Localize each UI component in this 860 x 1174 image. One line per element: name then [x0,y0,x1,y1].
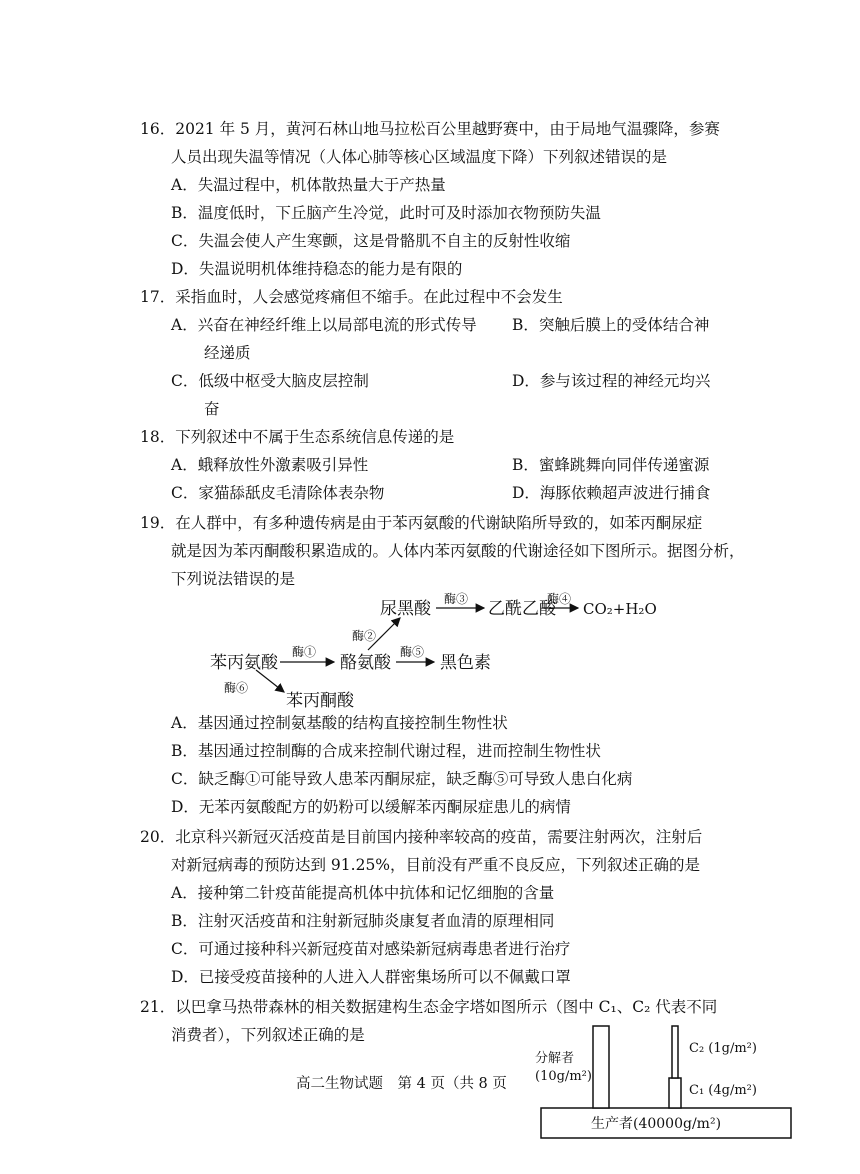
node-acetoacetic-acid: 乙酰乙酸 [488,599,556,619]
q16-stem-line2: 人员出现失温等情况（人体心肺等核心区域温度下降）下列叙述错误的是 [171,148,668,166]
metabolic-pathway-diagram [200,590,670,710]
q20-stem-line2: 对新冠病毒的预防达到 91.25%，目前没有严重不良反应，下列叙述正确的是 [171,856,701,874]
decomposer-value: (10g/m²) [535,1069,592,1084]
q16-option-d: D．失温说明机体维持稳态的能力是有限的 [171,260,463,278]
label-enzyme-4: 酶④ [547,592,572,606]
node-phenylalanine: 苯丙氨酸 [210,653,278,673]
c2-label: C₂ (1g/m²) [689,1041,757,1056]
q17-option-d: D．参与该过程的神经元均兴 [512,372,711,390]
c1-bar [669,1078,681,1108]
q19-option-b: B．基因通过控制酶的合成来控制代谢过程，进而控制生物性状 [171,742,601,760]
q17-option-d-continued: 奋 [204,400,220,418]
q20-option-d: D．已接受疫苗接种的人进入人群密集场所可以不佩戴口罩 [171,968,571,986]
q18-option-c: C．家猫舔舐皮毛清除体表杂物 [171,484,385,502]
node-homogentisic-acid: 尿黑酸 [380,599,431,619]
q19-stem-line2: 就是因为苯丙酮酸积累造成的。人体内苯丙氨酸的代谢途径如下图所示。据图分析， [171,542,745,560]
label-enzyme-1: 酶① [292,645,317,659]
q18-stem-line1: 18．下列叙述中不属于生态系统信息传递的是 [140,428,455,446]
decomposer-bar [593,1026,609,1108]
q17-stem-line1: 17．采指血时，人会感觉疼痛但不缩手。在此过程中不会发生 [140,288,563,306]
q19-stem-line1: 19．在人群中，有多种遗传病是由于苯丙氨酸的代谢缺陷所导致的，如苯丙酮尿症 [140,514,703,532]
node-co2-h2o: CO₂+H₂O [583,600,657,618]
q17-option-b: B．突触后膜上的受体结合神 [512,316,710,334]
q17-option-a: A．兴奋在神经纤维上以局部电流的形式传导 [171,316,477,334]
q18-option-b: B．蜜蜂跳舞向同伴传递蜜源 [512,456,710,474]
page-footer: 高二生物试题 第 4 页（共 8 页 [296,1076,507,1092]
label-enzyme-5: 酶⑤ [400,645,425,659]
c1-label: C₁ (4g/m²) [689,1083,757,1098]
label-enzyme-6: 酶⑥ [224,681,249,695]
q21-stem-line1: 21．以巴拿马热带森林的相关数据建构生态金字塔如图所示（图中 C₁、C₂ 代表不同 [140,998,718,1016]
q19-option-d: D．无苯丙氨酸配方的奶粉可以缓解苯丙酮尿症患儿的病情 [171,798,571,816]
q17-option-c: C．低级中枢受大脑皮层控制 [171,372,369,390]
q19-option-c: C．缺乏酶①可能导致人患苯丙酮尿症，缺乏酶⑤可导致人患白化病 [171,770,633,788]
q18-option-a: A．蛾释放性外激素吸引异性 [171,456,369,474]
node-phenylpyruvic-acid: 苯丙酮酸 [286,691,354,710]
label-enzyme-3: 酶③ [444,592,469,606]
decomposer-label: 分解者 [535,1051,575,1066]
q20-option-c: C．可通过接种科兴新冠疫苗对感染新冠病毒患者进行治疗 [171,940,571,958]
arrow-phe-to-ppa [256,670,284,692]
q17-option-b-continued: 经递质 [204,344,251,362]
producer-label: 生产者(40000g/m²) [591,1116,722,1132]
label-enzyme-2: 酶② [352,629,377,643]
q20-stem-line1: 20．北京科兴新冠灭活疫苗是目前国内接种率较高的疫苗，需要注射两次，注射后 [140,828,703,846]
q20-option-a: A．接种第二针疫苗能提高机体中抗体和记忆细胞的含量 [171,884,555,902]
q21-stem-line2: 消费者），下列叙述正确的是 [171,1026,365,1044]
q16-option-b: B．温度低时，下丘脑产生冷觉，此时可及时添加衣物预防失温 [171,204,601,222]
q19-option-a: A．基因通过控制氨基酸的结构直接控制生物性状 [171,714,508,732]
biomass-pyramid-figure [535,1022,795,1142]
c2-bar [672,1026,678,1078]
q20-option-b: B．注射灭活疫苗和注射新冠肺炎康复者血清的原理相同 [171,912,555,930]
q16-stem-line1: 16．2021 年 5 月，黄河石林山地马拉松百公里越野赛中，由于局地气温骤降，参赛 [140,120,720,138]
q18-option-d: D．海豚依赖超声波进行捕食 [512,484,711,502]
q19-stem-line3: 下列说法错误的是 [171,570,296,588]
node-melanin: 黑色素 [440,653,491,673]
q16-option-c: C．失温会使人产生寒颤，这是骨骼肌不自主的反射性收缩 [171,232,571,250]
node-tyrosine: 酪氨酸 [340,653,391,673]
q16-option-a: A．失温过程中，机体散热量大于产热量 [171,176,446,194]
